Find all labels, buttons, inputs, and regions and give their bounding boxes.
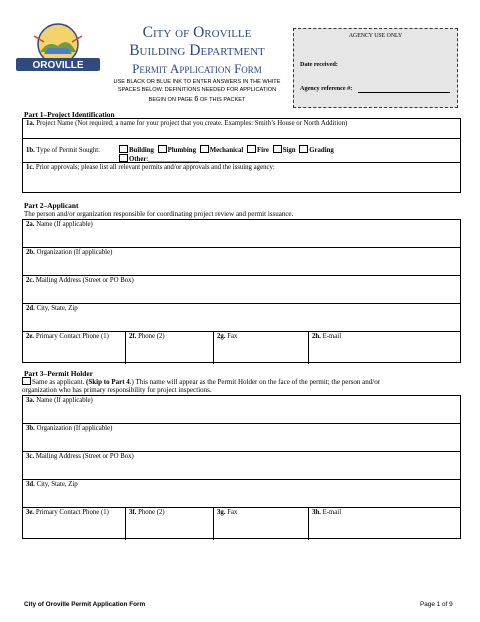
field-3c-mailing-address[interactable]: 3c. Mailing Address (Street or PO Box): [23, 452, 460, 480]
footer-form-name: City of Oroville Permit Application Form: [24, 601, 146, 608]
part1-heading: Part 1–Project Identification: [24, 110, 115, 119]
header-title-city: City of Oroville: [142, 24, 252, 41]
field-1a-project-name[interactable]: 1a. Project Name (Not required; a name for your project that you create. Examples: Smith’s House or North Addition): [23, 119, 460, 139]
field-2c-mailing-address[interactable]: 2c. Mailing Address (Street or PO Box): [23, 276, 460, 304]
footer-page-number: Page 1 of 9: [420, 601, 453, 608]
checkbox-other[interactable]: [119, 154, 128, 162]
logo-text: OROVILLE: [32, 60, 84, 71]
field-3e-primary-phone[interactable]: 3e. Primary Contact Phone (1): [23, 508, 126, 540]
agency-reference-line[interactable]: [358, 92, 450, 93]
field-3a-name[interactable]: 3a. Name (If applicable): [23, 396, 460, 424]
field-3g-fax[interactable]: 3g. Fax: [214, 508, 309, 540]
field-2f-phone-2[interactable]: 2f. Phone (2): [126, 332, 214, 364]
field-2h-email[interactable]: 2h. E-mail: [312, 333, 342, 340]
field-2g-fax[interactable]: 2g. Fax: [214, 332, 309, 364]
part2-description: The person and/or organization responsible for coordinating project review and permit issuance.: [24, 210, 294, 218]
checkbox-plumbing[interactable]: [158, 145, 167, 153]
field-1c-prior-approvals[interactable]: 1c. Prior approvals; please list all relevant permits and/or approvals and the issuing agency:: [26, 164, 275, 171]
field-2e-primary-phone[interactable]: 2e. Primary Contact Phone (1): [23, 332, 126, 364]
checkbox-same-as-applicant[interactable]: [22, 377, 31, 385]
field-1b-permit-type: 1b. Type of Permit Sought: Building Plumbing Mechanical Fire Sign Grading Other:_______________: [23, 139, 460, 163]
checkbox-mechanical[interactable]: [200, 145, 209, 153]
agency-title: AGENCY USE ONLY: [348, 33, 403, 39]
part2-table: [22, 219, 461, 363]
checkbox-fire[interactable]: [247, 145, 256, 153]
checkbox-grading[interactable]: [299, 145, 308, 153]
part1-table: [22, 118, 461, 193]
checkbox-building[interactable]: [119, 145, 128, 153]
field-3h-email[interactable]: 3h. E-mail: [312, 509, 342, 516]
field-2b-organization[interactable]: 2b. Organization (If applicable): [23, 248, 460, 276]
part3-contact-row: [23, 508, 460, 540]
part3-description: organization who has primary responsibility for project inspections.: [22, 386, 212, 394]
part3-same-as-applicant: Same as applicant. (Skip to Part 4.) This name will appear as the Permit Holder on the face of the permit; the person and/or: [22, 377, 380, 386]
header-title-form: Permit Application Form: [132, 61, 262, 76]
part2-heading: Part 2–Applicant: [24, 201, 79, 210]
header-instructions: USE BLACK OR BLUE INK TO ENTER ANSWERS IN THE WHITE SPACES BELOW. DEFINITIONS NEEDED FOR APPLICATION BEGIN ON PAGE 6 OF THIS PACKET: [113, 79, 281, 103]
date-received-label: Date received:: [300, 61, 338, 68]
field-2d-city-state-zip[interactable]: 2d. City, State, Zip: [23, 304, 460, 332]
agency-use-box: [293, 28, 458, 108]
field-3b-organization[interactable]: 3b. Organization (If applicable): [23, 424, 460, 452]
part3-table: [22, 395, 461, 539]
field-3f-phone-2[interactable]: 3f. Phone (2): [126, 508, 214, 540]
part2-contact-row: [23, 332, 460, 364]
city-logo: [14, 22, 102, 72]
header-title-department: Building Department: [129, 42, 265, 59]
field-2a-name[interactable]: 2a. Name (If applicable): [23, 220, 460, 248]
part3-heading: Part 3–Permit Holder: [24, 369, 93, 378]
checkbox-sign[interactable]: [273, 145, 282, 153]
field-3d-city-state-zip[interactable]: 3d. City, State, Zip: [23, 480, 460, 508]
agency-reference-label: Agency reference #:: [300, 85, 353, 92]
other-blank[interactable]: :_______________: [146, 156, 200, 163]
